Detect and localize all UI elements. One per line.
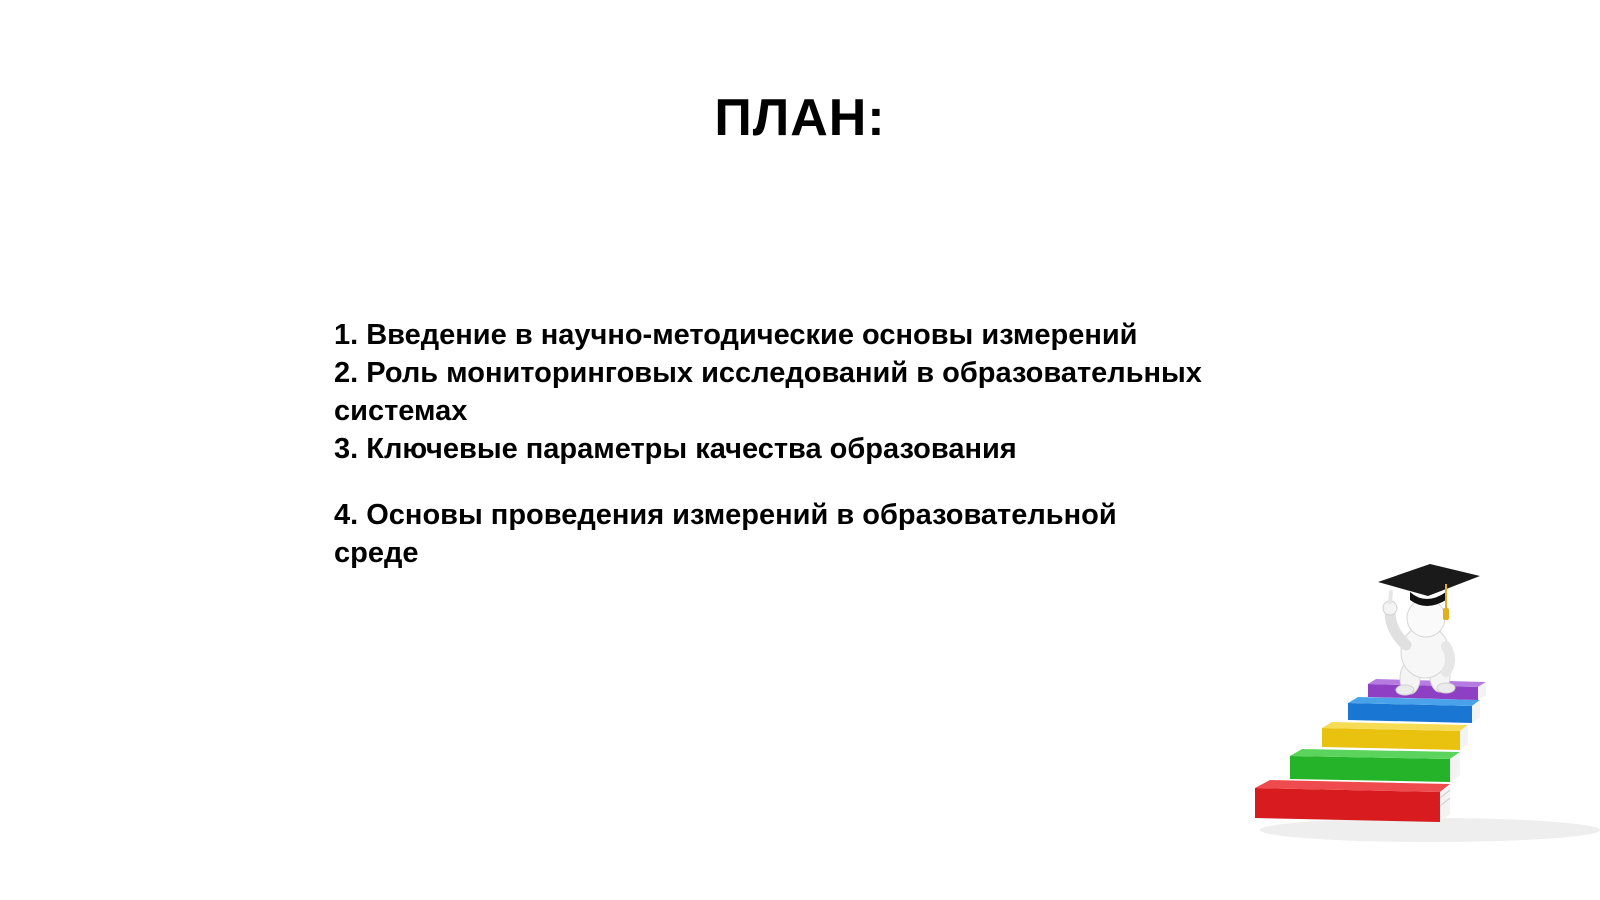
slide-title: ПЛАН:	[714, 89, 886, 147]
plan-item-3: 3. Ключевые параметры качества образования	[334, 433, 1017, 465]
plan-item-2: 2. Роль мониторинговых исследований в образовательных системах	[334, 357, 1202, 427]
graduate-on-book-stairs-icon	[1250, 560, 1600, 880]
yellow-book-icon	[1322, 722, 1468, 750]
graduate-figure-icon	[1378, 564, 1480, 695]
purple-book-icon	[1368, 679, 1486, 700]
blue-book-icon	[1348, 697, 1480, 723]
plan-item-1: 1. Введение в научно-методические основы измерений	[334, 319, 1138, 351]
green-book-icon	[1290, 749, 1460, 782]
red-book-icon	[1255, 780, 1450, 822]
plan-item-4: 4. Основы проведения измерений в образовательной среде	[334, 499, 1117, 569]
plan-list	[334, 316, 1204, 572]
